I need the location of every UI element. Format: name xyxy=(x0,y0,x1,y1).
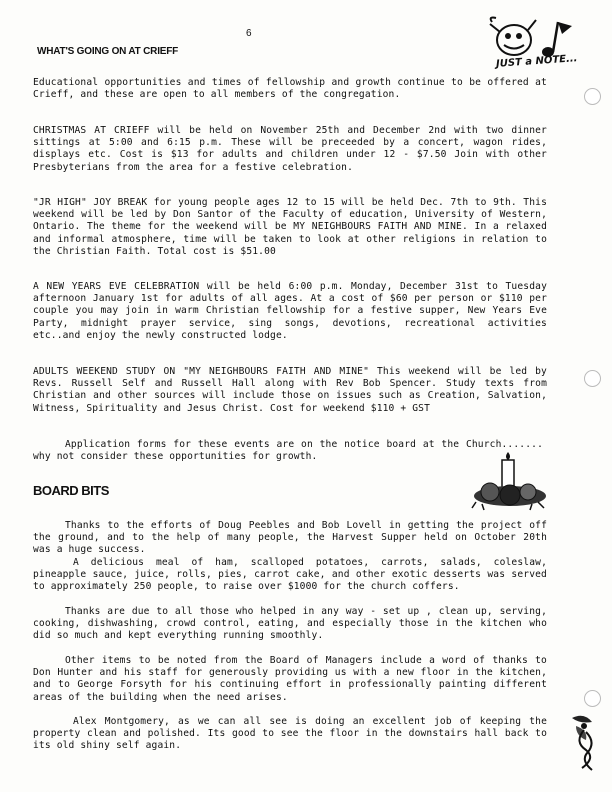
holly-ribbon-clipart xyxy=(566,712,602,772)
paragraph-harvest-supper: Thanks to the efforts of Doug Peebles and Bob Lovell in getting the project off the ground, and to the help of many people, the Harvest Supper held on October 20th was a huge success. xyxy=(33,520,547,556)
punch-hole-top xyxy=(584,88,601,105)
paragraph-application-forms: Application forms for these events are on the notice board at the Church....... why not consider these opportunities for growth. xyxy=(33,439,543,463)
paragraph-board-of-managers: Other items to be noted from the Board of Managers include a word of thanks to Don Hunter and his staff for generously providing us with a new floor in the kitchen, and to George Forsyth for his continuing effort in professionally painting different areas of the building when the need arises. xyxy=(33,655,547,703)
section-title-board-bits: BOARD BITS xyxy=(33,483,109,498)
paragraph-thanks-helpers: Thanks are due to all those who helped in any way - set up , clean up, serving, cooking, dishwashing, crowd control, eating, and especially those in the kitchen who did so much and kept everything running smoothly. xyxy=(33,606,547,642)
paragraph-new-years-eve: A NEW YEARS EVE CELEBRATION will be held 6:00 p.m. Monday, December 31st to Tuesday afternoon January 1st for adults of all ages. At a cost of $60 per person or $110 per couple you may join in warm Christian fellowship for a festive supper, New Years Eve Party, midnight prayer service, sing songs, devotions, recreational activities etc..and enjoy the newly constructed lodge. xyxy=(33,281,547,341)
just-a-note-label: JUST a NOTE... xyxy=(495,53,578,70)
candle-icon xyxy=(470,452,550,512)
punch-hole-middle xyxy=(584,370,601,387)
paragraph-alex-montgomery: Alex Montgomery, as we can all see is doing an excellent job of keeping the property clean and polished. Its good to see the floor in the downstairs hall back to its old shiny self again. xyxy=(33,716,547,752)
candle-wreath-clipart xyxy=(470,452,550,512)
holly-icon xyxy=(566,712,602,772)
paragraph-intro: Educational opportunities and times of fellowship and growth continue to be offered at Crieff, and these are open to all members of the congregation. xyxy=(33,77,547,101)
paragraph-adults-weekend-study: ADULTS WEEKEND STUDY ON "MY NEIGHBOURS FAITH AND MINE" This weekend will be led by Revs. Russell Self and Russell Hall along with Rev Bob Spencer. Study texts from Christian and other sources will include those on issues such as Creation, Salvation, Witness, Spirituality and Jesus Christ. Cost for weekend $110 + GST xyxy=(33,366,547,414)
just-a-note-clipart xyxy=(486,12,582,74)
paragraph-delicious-meal: A delicious meal of ham, scalloped potatoes, carrots, salads, coleslaw, pineapple sauce, juice, rolls, pies, carrot cake, and other exotic desserts was served to approximately 250 people, to raise over $1000 for the church coffers. xyxy=(33,557,547,593)
paragraph-jr-high-joy-break: "JR HIGH" JOY BREAK for young people ages 12 to 15 will be held Dec. 7th to 9th. This weekend will be led by Don Santor of the Faculty of education, University of Western, Ontario. The theme for the weekend will be MY NEIGHBOURS FAITH AND MINE. In a relaxed and informal atmosphere, time will be taken to look at other religions in relation to the Christian Faith. Total cost is $51.00 xyxy=(33,197,547,257)
page-number: 6 xyxy=(246,28,252,39)
section-title-whats-on: WHAT'S GOING ON AT CRIEFF xyxy=(37,46,179,57)
punch-hole-bottom xyxy=(584,690,601,707)
paragraph-christmas-at-crieff: CHRISTMAS AT CRIEFF will be held on November 25th and December 2nd with two dinner sittings at 5:00 and 6:15 p.m. These will be preceeded by a concert, wagon rides, displays etc. Cost is $13 for adults and children under 12 - $7.50 Join with other Presbyterians from the area for a festive celebration. xyxy=(33,125,547,173)
